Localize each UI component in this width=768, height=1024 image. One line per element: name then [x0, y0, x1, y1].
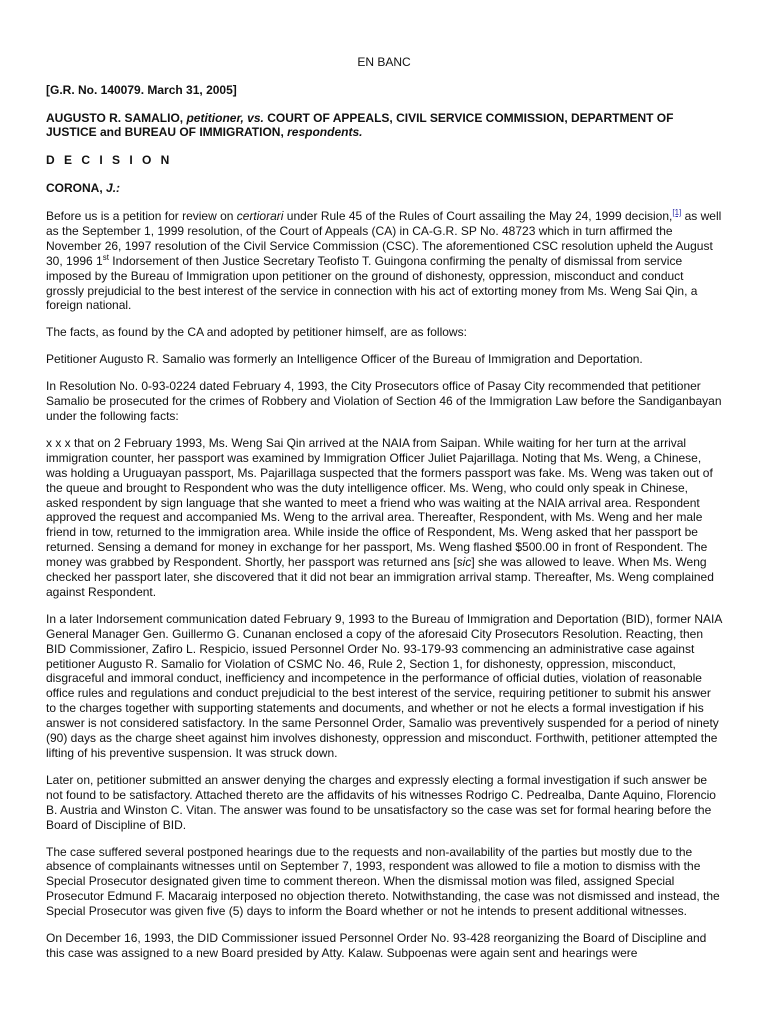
respondents-names: COURT OF APPEALS, CIVIL SERVICE COMMISSION, DEPARTMENT OF JUSTICE and BUREAU OF IMMIGRATION,: [46, 111, 674, 139]
court-division: EN BANC: [357, 55, 411, 69]
paragraph-7: Later on, petitioner submitted an answer denying the charges and expressly electing a formal investigation if such answer be not found to be satisfactory. Attached thereto are the affidavits of his witnesses Rodrigo C. Pedrealba, Dante Aquino, Florencio B. Austria and Winston C. Vitan. The answer was found to be unsatisfactory so the case was set for formal hearing before the Board of Discipline of BID.: [46, 772, 716, 832]
gr-number: [G.R. No. 140079. March 31, 2005]: [46, 83, 237, 97]
p5-text-b: ] she was allowed to leave. When Ms. Weng checked her passport later, she discovered that it did not bear an immigration arrival stamp. Thereafter, Ms. Weng complained against Respondent.: [46, 555, 714, 599]
judge-name: CORONA,: [46, 181, 103, 195]
paragraph-9: On December 16, 1993, the DID Commissioner issued Personnel Order No. 93-428 reorganizing the Board of Discipline and this case was assigned to a new Board presided by Atty. Kalaw. Subpoenas were again sent and hearings were: [46, 931, 707, 960]
paragraph-3: Petitioner Augusto R. Samalio was formerly an Intelligence Officer of the Bureau of Immigration and Deportation.: [46, 352, 643, 367]
paragraph-1: [46, 209, 722, 313]
judge-title: J.:: [106, 181, 121, 195]
case-caption: AUGUSTO R. SAMALIO, petitioner, vs. COURT OF APPEALS, CIVIL SERVICE COMMISSION, DEPARTMENT OF JUSTICE and BUREAU OF IMMIGRATION, respondents.: [46, 111, 674, 139]
decision-heading: D E C I S I O N: [46, 153, 173, 167]
paragraph-5: [46, 436, 722, 600]
petitioner-role: petitioner: [186, 111, 241, 125]
p1-text-c: under Rule 45 of the Rules of Court assailing the May 24, 1999 decision,: [283, 209, 673, 223]
paragraph-8: The case suffered several postponed hearings due to the requests and non-availability of the parties but mostly due to the absence of complainants witnesses until on September 7, 1993, respondent was allowed to file a motion to dismiss with the Special Prosecutor designated given time to comment thereon. When the dismissal motion was filed, assigned Special Prosecutor Edmund F. Macaraig interposed no objection thereto. Notwithstanding, the case was not dismissed and instead, the Special Prosecutor was given five (5) days to inform the Board whether or not he intends to present additional witnesses.: [46, 844, 720, 919]
respondents-role: respondents.: [287, 125, 363, 139]
footnote-link-1[interactable]: [1]: [672, 208, 682, 217]
p5-text-a: x x x that on 2 February 1993, Ms. Weng Sai Qin arrived at the NAIA from Saipan. While waiting for her turn at the arrival immigration counter, her passport was examined by Immigration Officer Juliet Pajarillaga. Noting that Ms. Weng, a Chinese, was holding a Uruguayan passport, Ms. Pajarillaga suspected that the formers passport was fake. Ms. Weng was taken out of the queue and brought to Respondent who was the duty intelligence officer. Ms. Weng, who could only speak in Chinese, asked respondent by sign language that she wanted to meet a friend who was waiting at the NAIA arrival area. Respondent approved the request and accompanied Ms. Weng to the arrival area. Thereafter, Respondent, with Ms. Weng and her male friend in tow, returned to the immigration area. While inside the office of Respondent, Ms. Weng asked that her passport be returned. Sensing a demand for money in exchange for her passport, Ms. Weng flashed $500.00 in front of Respondent. The money was grabbed by Respondent. Shortly, her passport was returned ans [: [46, 435, 713, 570]
petitioner-name: AUGUSTO R. SAMALIO,: [46, 111, 184, 125]
versus: vs.: [247, 111, 264, 125]
p1-text-e: Indorsement of then Justice Secretary Teofisto T. Guingona confirming the penalty of dismissal from service imposed by the Bureau of Immigration upon petitioner on the ground of dishonesty, oppression, misconduct and conduct grossly prejudicial to the best interest of the service in connection with his act of extorting money from Ms. Weng Sai Qin, a foreign national.: [46, 253, 698, 313]
paragraph-6: In a later Indorsement communication dated February 9, 1993 to the Bureau of Immigration and Deportation (BID), former NAIA General Manager Gen. Guillermo G. Cunanan enclosed a copy of the aforesaid City Prosecutors Resolution. Reacting, then BID Commissioner, Zafiro L. Respicio, issued Personnel Order No. 93-179-93 commencing an administrative case against petitioner Augusto R. Samalio for Violation of CSMC No. 46, Rule 2, Section 1, for dishonesty, oppression, misconduct, disgraceful and immoral conduct, inefficiency and incompetence in the performance of official duties, violation of reasonable office rules and regulations and conduct prejudicial to the best interest of the service, requiring petitioner to submit his answer to the charges together with supporting statements and documents, and whether or not he elects a formal investigation if his answer is not considered satisfactory. In the same Personnel Order, Samalio was preventively suspended for a period of ninety (90) days as the charge sheet against him involves dishonesty, oppression and misconduct. Forthwith, petitioner attempted the lifting of his preventive suspension. It was struck down.: [46, 611, 722, 760]
p1-ordinal-suffix: st: [102, 252, 109, 262]
paragraph-4: In Resolution No. 0-93-0224 dated February 4, 1993, the City Prosecutors office of Pasay City recommended that petitioner Samalio be prosecuted for the crimes of Robbery and Violation of Section 46 of the Immigration Law before the Sandiganbayan under the following facts:: [46, 379, 722, 423]
p1-text-d: as well as the September 1, 1999 resolution, of the Court of Appeals (CA) in CA-G.R. SP No. 48723 which in turn affirmed the November 26, 1997 resolution of the Civil Service Commission (CSC). The aforementioned CSC resolution upheld the August 30, 1996 1: [46, 209, 722, 268]
p5-sic: sic: [456, 555, 472, 570]
p1-text-a: Before us is a petition for review on: [46, 209, 237, 223]
paragraph-2: The facts, as found by the CA and adopted by petitioner himself, are as follows:: [46, 325, 467, 340]
p1-certiorari: certiorari: [236, 209, 284, 223]
ponente: [46, 181, 722, 195]
